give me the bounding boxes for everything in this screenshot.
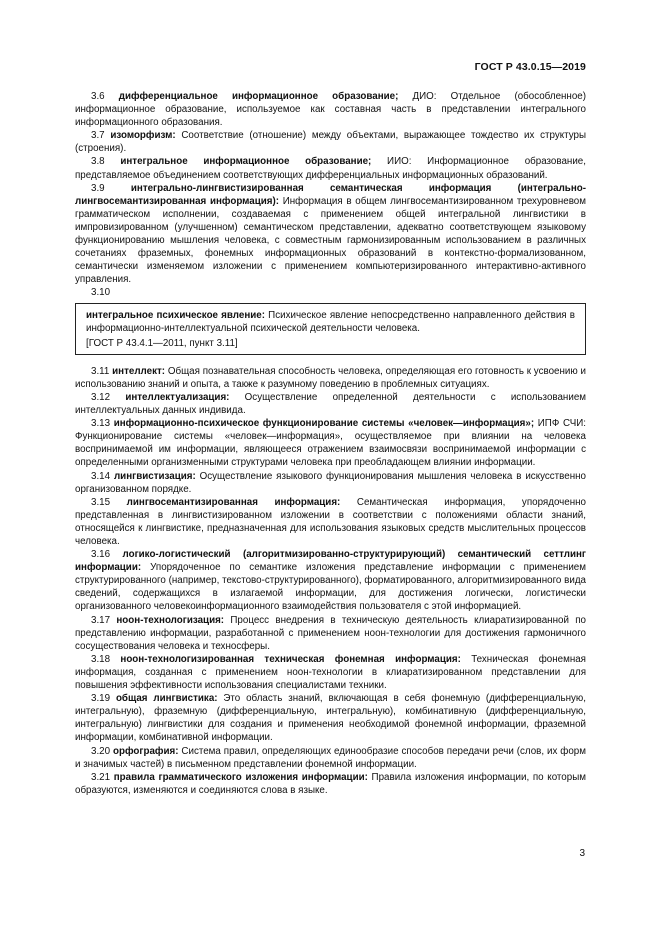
entry-term: интеллект: <box>112 365 166 377</box>
entry-definition: Семантическая информация, упорядоченно представленная в лингвистизированном изложении в соответствии с положениями области знаний, относящейся к лингвистике, предназначенная для использования языковых средств мыслительных процессов человека. <box>75 496 586 547</box>
entry-number: 3.12 <box>91 391 111 403</box>
entry-term: ноон-технологизированная техническая фонемная информация: <box>120 653 461 665</box>
entry-definition: Осуществление определенной деятельности с использованием интеллектуальных данных индивида. <box>75 391 586 417</box>
entry-number: 3.15 <box>91 496 111 508</box>
entry-definition: Это область знаний, включающая в себя фонемную (дифференциальную, интегральную), фраземную (дифференциальную, интегральную), комбинативную (дифференциальную, интегральную) лингвистики для создания и применения необходимой фонемной информации, фраземной информации, комбинативной информации. <box>75 693 586 744</box>
entry-number: 3.17 <box>91 614 111 626</box>
entry-number: 3.10 <box>91 287 111 299</box>
entry-number: 3.14 <box>91 470 111 482</box>
entry-3-18 <box>75 653 586 692</box>
entry-3-6 <box>75 90 586 129</box>
entry-3-16 <box>75 548 586 613</box>
document-header: ГОСТ Р 43.0.15—2019 <box>474 61 586 73</box>
entry-definition: ИПФ СЧИ: Функционирование системы «человек—информация», осуществляемое при влиянии на человека воспринимаемой им информации, являющееся отражением взаимосвязи воспринимаемой информации с определенными организменными структурами человека при преобладающем влиянии информации. <box>75 418 586 469</box>
entry-3-7 <box>75 129 586 155</box>
entry-number: 3.7 <box>91 130 105 142</box>
entry-definition: Процесс внедрения в техническую деятельность клиаратизированной по представлению информации, разработанной с применением ноон-технологии для достижения гармоничного сосуществования человека и техносферы. <box>75 614 586 652</box>
entry-definition: Правила изложения информации, по которым образуются, изменяются и соединяются слова в языке. <box>75 771 586 796</box>
entry-3-13 <box>75 417 586 469</box>
entry-term: интегрально-лингвистизированная семантическая информация (интегрально-лингвосемантизированная информация): <box>75 182 586 207</box>
entry-definition: ДИО: Отдельное (обособленное) информационное образование, используемое как составная часть в представлении интегрального информационного образования. <box>75 91 586 129</box>
entry-3-11 <box>75 365 586 391</box>
entry-definition: Упорядоченное по семантике изложения представление информации с применением структурированного (например, текстово-структурированного), форматированного, алгоритмизированного вида сведений, содержащихся в излагаемой информации, для достижения логически, логистически организованного человекоинформационного взаимодействия пользователя с этой информацией. <box>75 562 586 613</box>
page-number: 3 <box>579 848 585 859</box>
entry-3-8 <box>75 155 586 181</box>
quoted-definition-text: Психическое явление непосредственно направленного действия в информационно-интеллектуальной психической деятельности человека. <box>86 309 575 334</box>
entry-3-9 <box>75 182 586 287</box>
entry-3-12 <box>75 391 586 417</box>
entry-term: ноон-технологизация: <box>116 614 225 626</box>
quoted-definition <box>86 309 575 335</box>
quoted-source: [ГОСТ Р 43.4.1—2011, пункт 3.11] <box>86 337 238 349</box>
entry-number: 3.11 <box>91 365 110 377</box>
entry-3-19 <box>75 692 586 744</box>
entry-definition: Информация в общем лингвосемантизированном трехуровневом грамматическом исполнении, создаваемая с применением общей интегральной лингвистики в импровизированном (улучшенном) семантическом представлении, адекватно соответствующем языковому функционированию мышления человека, с совместным гармонизированным использованием в различных сочетаниях фраземных, фонемных информационных образований в контекстно-формализованном, семантически изменяемом изложении с применением компьютеризированного интерактивно-активного управления. <box>75 195 586 286</box>
entry-term: орфография: <box>113 745 179 757</box>
entry-term: информационно-психическое функционирование системы «человек—информация»; <box>113 418 535 430</box>
entry-number: 3.16 <box>91 549 111 561</box>
entry-definition: Техническая фонемная информация, созданная с применением ноон-технологии в клиаратизированном представлении для повышения эффективности использования специалистами техники. <box>75 653 586 692</box>
entry-number: 3.21 <box>91 771 111 783</box>
entry-term: дифференциальное информационное образование; <box>118 91 399 102</box>
quoted-term: интегральное психическое явление: <box>86 309 265 321</box>
entry-3-20 <box>75 745 586 771</box>
entry-number: 3.9 <box>91 182 105 194</box>
entry-3-17 <box>75 614 586 653</box>
entry-term: правила грамматического изложения информации: <box>113 771 368 783</box>
entry-definition: Осуществление языкового функционирования мышления человека в искусственно организованном порядке. <box>75 470 586 495</box>
entry-term: лингвистизация: <box>113 470 196 482</box>
entry-number: 3.20 <box>91 745 111 757</box>
entry-definition: Система правил, определяющих единообразие способов передачи речи (слов, их форм и значимых частей) в письменном представлении фонемной информации. <box>75 745 586 770</box>
entry-number: 3.19 <box>91 693 111 705</box>
entry-number: 3.13 <box>91 418 111 430</box>
entry-number: 3.6 <box>91 91 105 102</box>
quoted-definition-box <box>75 303 586 355</box>
entry-3-21 <box>75 771 586 797</box>
entry-3-10 <box>75 286 586 299</box>
entry-term: общая лингвистика: <box>115 693 218 705</box>
entry-number: 3.18 <box>91 653 111 665</box>
entry-term: логико-логистический (алгоритмизированно-структурирующий) семантический сеттлинг информации: <box>75 549 586 574</box>
entry-3-14 <box>75 470 586 496</box>
entry-term: лингвосемантизированная информация: <box>126 496 341 508</box>
entry-definition: Общая познавательная способность человека, определяющая его готовность к усвоению и использованию знаний и опыта, а также к разумному поведению в проблемных ситуациях. <box>75 365 586 390</box>
entry-term: интеллектуализация: <box>125 391 230 403</box>
document-body <box>75 90 586 797</box>
entry-definition: Соответствие (отношение) между объектами, выражающее тождество их структуры (строения). <box>75 130 586 155</box>
entry-number: 3.8 <box>91 156 105 168</box>
entry-term: изоморфизм: <box>110 130 176 142</box>
entry-term: интегральное информационное образование; <box>120 156 372 168</box>
entry-definition: ИИО: Информационное образование, представляемое объединением соответствующих дифференциальных информационных образований. <box>75 156 586 181</box>
entry-3-15 <box>75 496 586 548</box>
